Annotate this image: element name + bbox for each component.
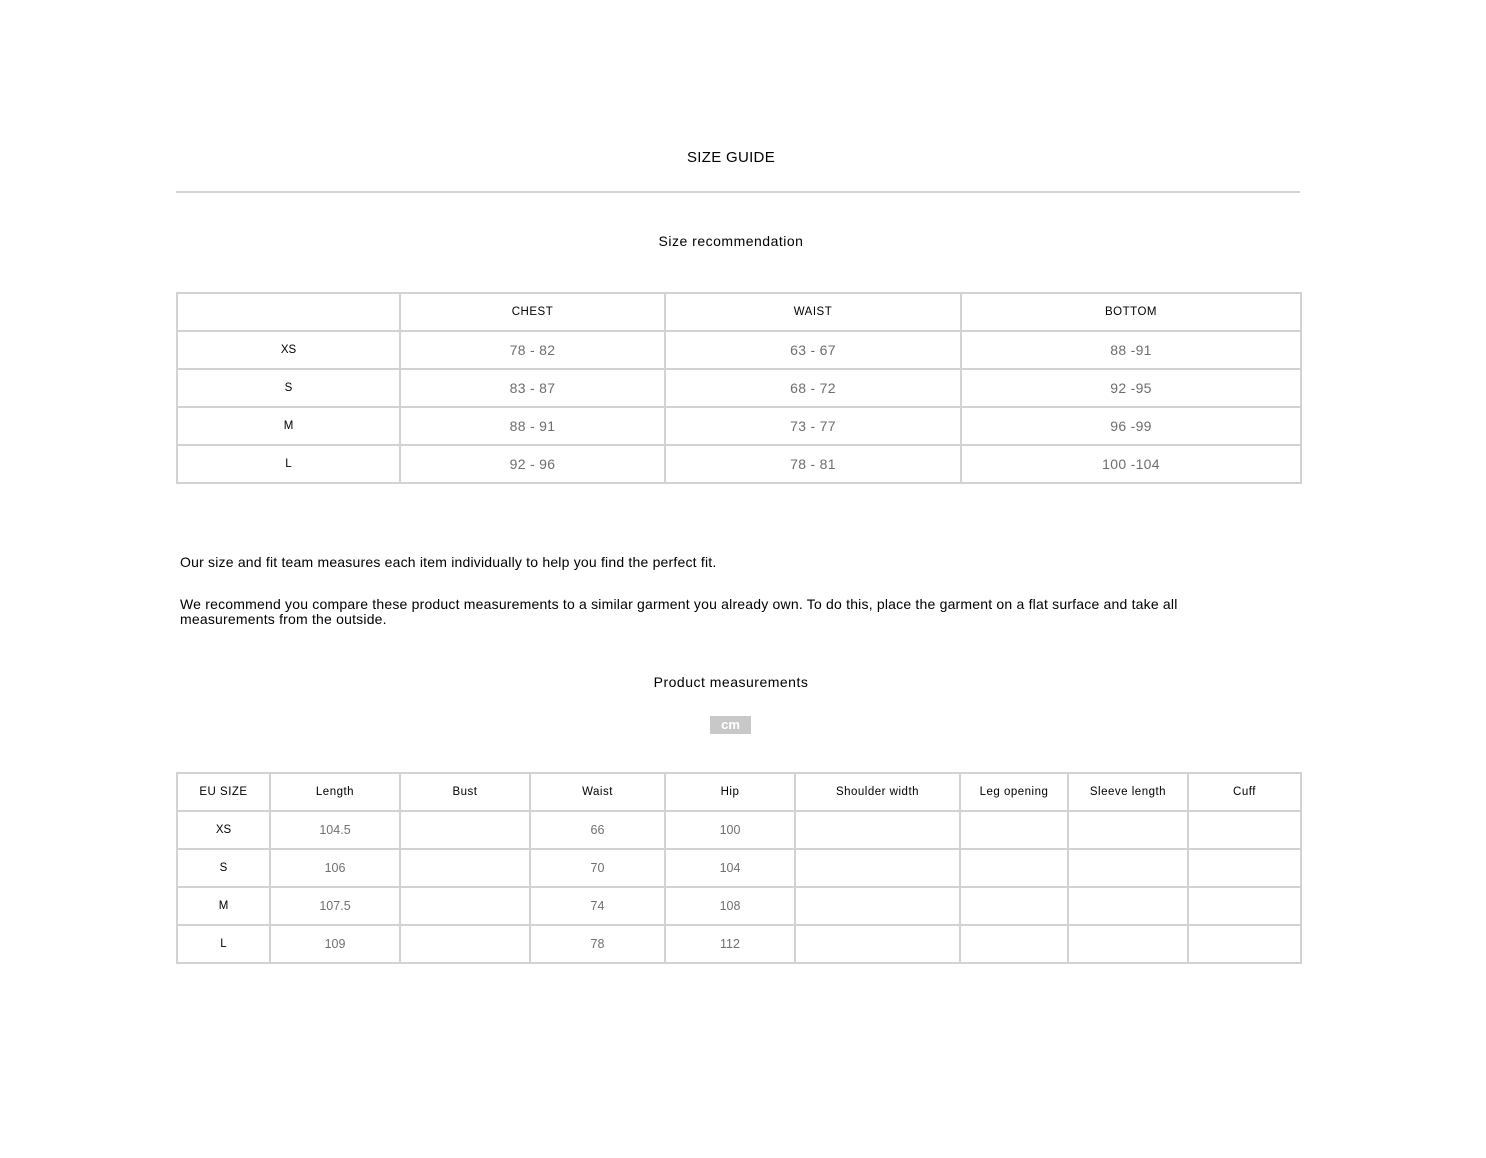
sleeve-length-value <box>1068 811 1188 849</box>
bust-value <box>400 925 530 963</box>
bust-value <box>400 887 530 925</box>
column-header-leg-opening: Leg opening <box>960 773 1068 811</box>
size-label: S <box>177 849 270 887</box>
bust-value <box>400 849 530 887</box>
column-header-sleeve-length: Sleeve length <box>1068 773 1188 811</box>
intro-paragraph-1: Our size and fit team measures each item individually to help you find the perfect fit. <box>180 554 717 570</box>
column-header-cuff: Cuff <box>1188 773 1301 811</box>
leg-opening-value <box>960 887 1068 925</box>
waist-value: 74 <box>530 887 665 925</box>
size-label: XS <box>177 811 270 849</box>
table-row <box>177 811 1301 849</box>
hip-value: 104 <box>665 849 795 887</box>
leg-opening-value <box>960 849 1068 887</box>
size-label: S <box>177 369 400 407</box>
length-value: 107.5 <box>270 887 400 925</box>
sleeve-length-value <box>1068 887 1188 925</box>
waist-value: 78 <box>530 925 665 963</box>
column-header-bottom: BOTTOM <box>961 293 1301 331</box>
hip-value: 100 <box>665 811 795 849</box>
size-label: M <box>177 887 270 925</box>
sleeve-length-value <box>1068 925 1188 963</box>
column-header-eu-size: EU SIZE <box>177 773 270 811</box>
waist-value: 78 - 81 <box>665 445 961 483</box>
table-header-row <box>177 293 1301 331</box>
chest-value: 78 - 82 <box>400 331 665 369</box>
shoulder-width-value <box>795 925 960 963</box>
waist-value: 66 <box>530 811 665 849</box>
waist-value: 68 - 72 <box>665 369 961 407</box>
chest-value: 92 - 96 <box>400 445 665 483</box>
table-row <box>177 407 1301 445</box>
column-header-hip: Hip <box>665 773 795 811</box>
size-label: L <box>177 925 270 963</box>
length-value: 109 <box>270 925 400 963</box>
column-header <box>177 293 400 331</box>
hip-value: 112 <box>665 925 795 963</box>
waist-value: 70 <box>530 849 665 887</box>
bottom-value: 88 -91 <box>961 331 1301 369</box>
length-value: 104.5 <box>270 811 400 849</box>
title-divider <box>176 191 1300 193</box>
table-row <box>177 445 1301 483</box>
size-recommendation-heading: Size recommendation <box>658 233 804 249</box>
shoulder-width-value <box>795 849 960 887</box>
bottom-value: 92 -95 <box>961 369 1301 407</box>
column-header-bust: Bust <box>400 773 530 811</box>
column-header-length: Length <box>270 773 400 811</box>
bottom-value: 96 -99 <box>961 407 1301 445</box>
table-header-row <box>177 773 1301 811</box>
leg-opening-value <box>960 925 1068 963</box>
sleeve-length-value <box>1068 849 1188 887</box>
waist-value: 63 - 67 <box>665 331 961 369</box>
intro-paragraph-2: We recommend you compare these product measurements to a similar garment you already own. To do this, place the garment on a flat surface and take all measurements from the outside. <box>180 596 1178 627</box>
hip-value: 108 <box>665 887 795 925</box>
cuff-value <box>1188 849 1301 887</box>
cuff-value <box>1188 887 1301 925</box>
bottom-value: 100 -104 <box>961 445 1301 483</box>
product-measurements-heading: Product measurements <box>653 674 809 690</box>
table-row <box>177 331 1301 369</box>
cuff-value <box>1188 925 1301 963</box>
column-header-chest: CHEST <box>400 293 665 331</box>
page-title: SIZE GUIDE <box>686 149 775 166</box>
column-header-shoulder-width: Shoulder width <box>795 773 960 811</box>
chest-value: 88 - 91 <box>400 407 665 445</box>
size-recommendation-table <box>176 292 1302 484</box>
table-row <box>177 849 1301 887</box>
length-value: 106 <box>270 849 400 887</box>
column-header-waist: Waist <box>530 773 665 811</box>
shoulder-width-value <box>795 811 960 849</box>
leg-opening-value <box>960 811 1068 849</box>
product-measurements-table <box>176 772 1302 964</box>
waist-value: 73 - 77 <box>665 407 961 445</box>
size-label: M <box>177 407 400 445</box>
bust-value <box>400 811 530 849</box>
table-row <box>177 887 1301 925</box>
cuff-value <box>1188 811 1301 849</box>
table-row <box>177 925 1301 963</box>
size-label: L <box>177 445 400 483</box>
column-header-waist: WAIST <box>665 293 961 331</box>
size-label: XS <box>177 331 400 369</box>
table-row <box>177 369 1301 407</box>
unit-toggle-cm[interactable]: cm <box>710 716 751 734</box>
shoulder-width-value <box>795 887 960 925</box>
chest-value: 83 - 87 <box>400 369 665 407</box>
